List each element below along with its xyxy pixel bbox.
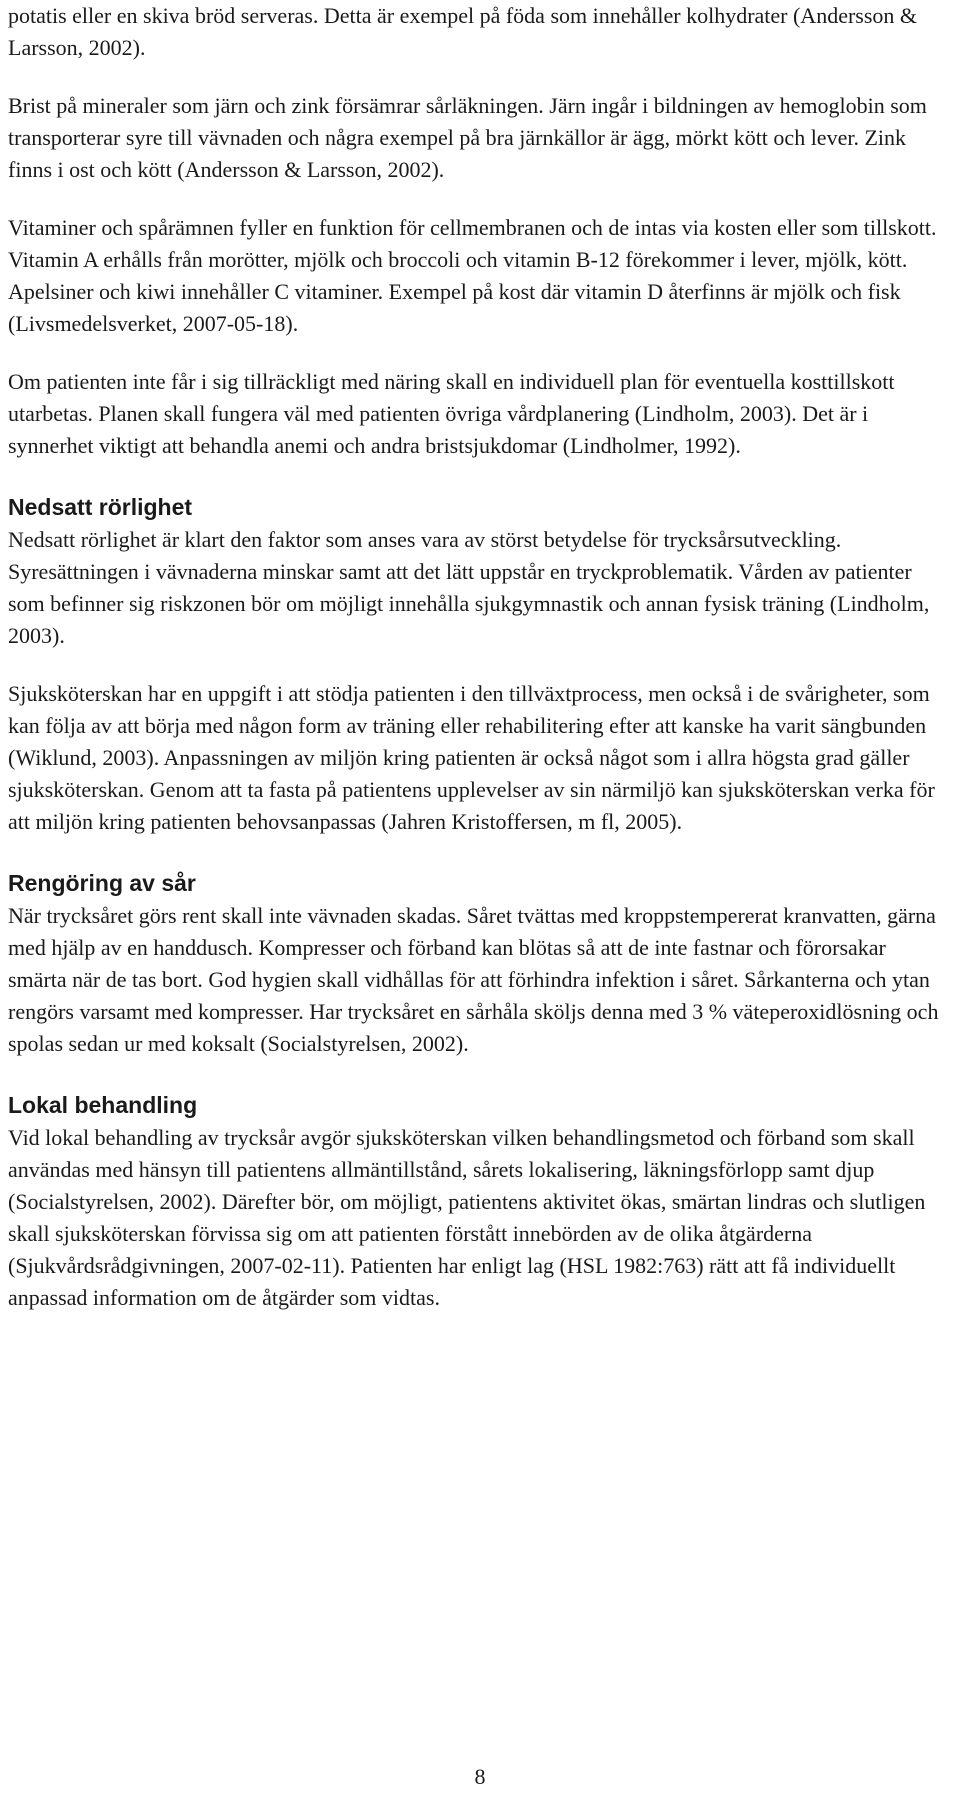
document-page — [8, 0, 948, 1314]
paragraph-minerals: Brist på mineraler som järn och zink försämrar sårläkningen. Järn ingår i bildningen av hemoglobin som transporterar syre till vävnaden och några exempel på bra järnkällor är ägg, mörkt kött och lever. Zink finns i ost och kött (Andersson & Larsson, 2002). — [8, 93, 927, 182]
paragraph-mobility-factor: Nedsatt rörlighet är klart den faktor som anses vara av störst betydelse för trycksårsutveckling. Syresättningen i vävnaderna minskar samt att det lätt uppstår en tryckproblematik. Vården av patienter som befinner sig riskzonen bör om möjligt innehålla sjukgymnastik och annan fysisk träning (Lindholm, 2003). — [8, 527, 930, 648]
paragraph-nutrition-plan: Om patienten inte får i sig tillräckligt med näring skall en individuell plan för eventuella kosttillskott utarbetas. Planen skall fungera väl med patienten övriga vårdplanering (Lindholm, 2003). Det är i synnerhet viktigt att behandla anemi och andra bristsjukdomar (Lindholmer, 1992). — [8, 369, 895, 458]
paragraph-vitamins: Vitaminer och spårämnen fyller en funktion för cellmembranen och de intas via kosten eller som tillskott. Vitamin A erhålls från morötter, mjölk och broccoli och vitamin B-12 förekommer i lever, mjölk, kött. Apelsiner och kiwi innehåller C vitaminer. Exempel på kost där vitamin D återfinns är mjölk och fisk (Livsmedelsverket, 2007-05-18). — [8, 215, 937, 336]
heading-reduced-mobility: Nedsatt rörlighet — [8, 494, 193, 520]
paragraph-local-treatment: Vid lokal behandling av trycksår avgör sjuksköterskan vilken behandlingsmetod och förband som skall användas med hänsyn till patientens allmäntillstånd, sårets lokalisering, läkningsförlopp samt djup (Socialstyrelsen, 2002). Därefter bör, om möjligt, patientens aktivitet ökas, smärtan lindras och slutligen skall sjuksköterskan förvissa sig om att patienten förstått innebörden av de olika åtgärderna (Sjukvårdsrådgivningen, 2007-02-11). Patienten har enligt lag (HSL 1982:763) rätt att få individuellt anpassad information om de åtgärder som vidtas. — [8, 1125, 926, 1310]
paragraph-wound-cleaning: När trycksåret görs rent skall inte vävnaden skadas. Såret tvättas med kroppstempererat kranvatten, gärna med hjälp av en handdusch. Kompresser och förband kan blötas så att de inte fastnar och förorsakar smärta när de tas bort. God hygien skall vidhållas för att förhindra infektion i såret. Sårkanterna och ytan rengörs varsamt med kompresser. Har trycksåret en sårhåla sköljs denna med 3 % väteperoxidlösning och spolas sedan ur med koksalt (Socialstyrelsen, 2002). — [8, 903, 939, 1056]
paragraph-carbohydrates: potatis eller en skiva bröd serveras. Detta är exempel på föda som innehåller kolhydrater (Andersson & Larsson, 2002). — [8, 3, 918, 60]
heading-local-treatment: Lokal behandling — [8, 1092, 198, 1118]
heading-wound-cleaning: Rengöring av sår — [8, 870, 196, 896]
paragraph-nurse-support: Sjuksköterskan har en uppgift i att stödja patienten i den tillväxtprocess, men också i de svårigheter, som kan följa av att börja med någon form av träning eller rehabilitering efter att kanske ha varit sängbunden (Wiklund, 2003). Anpassningen av miljön kring patienten är också något som i allra högsta grad gäller sjuksköterskan. Genom att ta fasta på patientens upplevelser av sin närmiljö kan sjuksköterskan verka för att miljön kring patienten behovsanpassas (Jahren Kristoffersen, m fl, 2005). — [8, 681, 935, 834]
page-number: 8 — [474, 1764, 486, 1789]
